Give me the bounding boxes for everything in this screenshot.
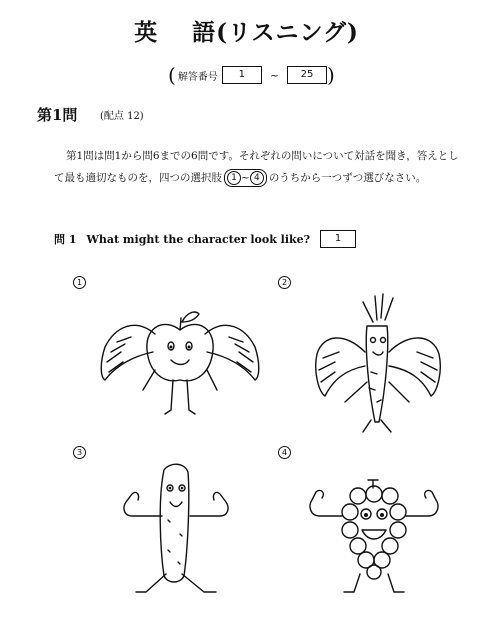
answer-number-label: 解答番号 — [177, 71, 218, 83]
question-text: What might the character look like? — [86, 232, 311, 246]
title-subject: 英 — [134, 19, 159, 46]
open-paren: ( — [168, 63, 176, 87]
question-answer-box[interactable]: 1 — [320, 230, 356, 248]
instructions-text-before: 第1問は問1から問6までの6問です。それぞれの問いについて対話を聞き，答えとして最も適切なものを，四つの選択肢 — [54, 150, 459, 184]
answer-range-start-box: 1 — [222, 66, 262, 84]
section-title: 第1問 — [37, 106, 78, 124]
option-3-number[interactable]: 3 — [73, 446, 86, 459]
winged-carrot-icon[interactable] — [305, 292, 475, 442]
answer-range-end-box: 25 — [287, 66, 327, 84]
instructions — [54, 145, 468, 189]
close-paren: ) — [327, 63, 335, 87]
choice-range-tilde: ~ — [241, 172, 250, 184]
choice-range — [224, 169, 267, 187]
option-4-number[interactable]: 4 — [278, 446, 291, 459]
choice-start-number: 1 — [227, 171, 241, 185]
instructions-text-after: のうちから一つずつ選びなさい。 — [268, 172, 427, 184]
question-1 — [54, 230, 356, 248]
muscular-cucumber-icon[interactable] — [112, 458, 242, 608]
choice-end-number: 4 — [250, 171, 264, 185]
winged-apple-icon[interactable] — [95, 292, 265, 427]
title-rest: 語(リスニング) — [192, 19, 359, 46]
question-number: 問 1 — [54, 233, 77, 246]
answer-number-range — [168, 64, 335, 86]
range-tilde: ~ — [269, 68, 280, 82]
option-2-number[interactable]: 2 — [278, 276, 291, 289]
muscular-grapes-icon[interactable] — [298, 470, 448, 600]
option-1-number[interactable]: 1 — [73, 276, 86, 289]
page-title — [0, 14, 493, 47]
section-points: (配点 12) — [100, 111, 144, 122]
